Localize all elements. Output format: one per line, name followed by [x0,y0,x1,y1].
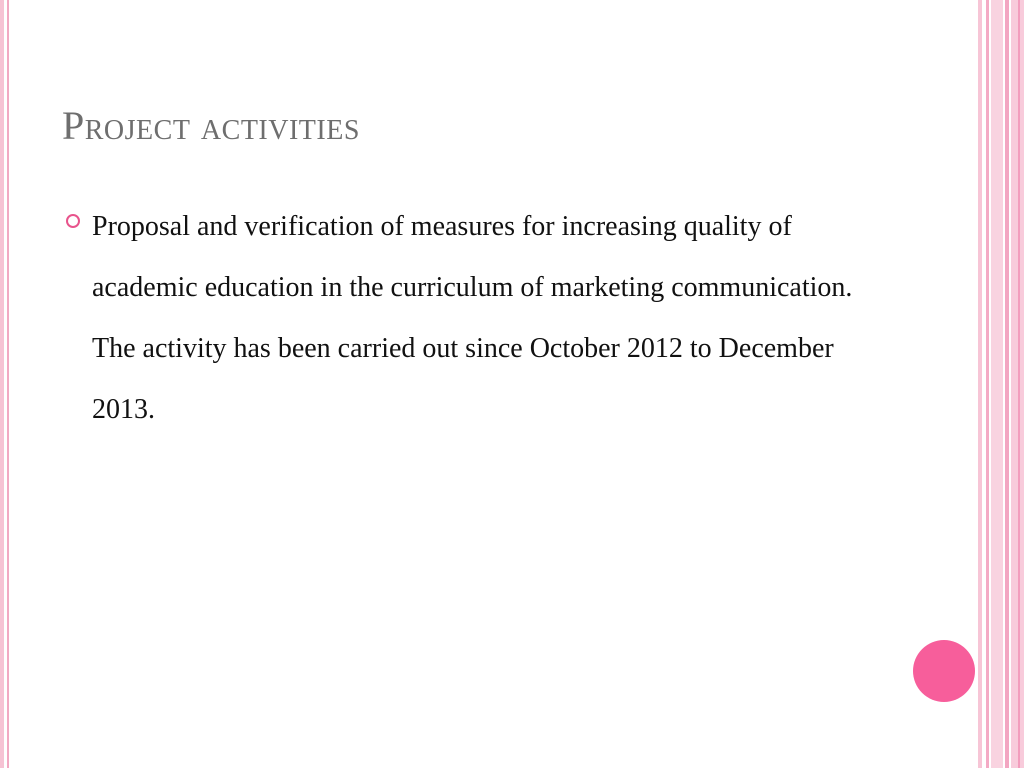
bullet-item [64,196,864,440]
left-border-line [7,0,9,768]
hollow-circle-bullet-icon [66,214,80,228]
right-stripe [991,0,1003,768]
slide-title: Project activities [62,103,360,148]
right-stripe [1005,0,1009,768]
right-stripe [1018,0,1020,768]
right-stripe [986,0,989,768]
right-stripe [978,0,982,768]
bullet-text: Proposal and verification of measures for increasing quality of academic education in the curriculum of marketing communication. The activity has been carried out since October 2012 to December 2013. [92,211,853,425]
slide-content [64,196,864,440]
left-border-band [0,0,4,768]
pink-circle-decoration [913,640,975,702]
